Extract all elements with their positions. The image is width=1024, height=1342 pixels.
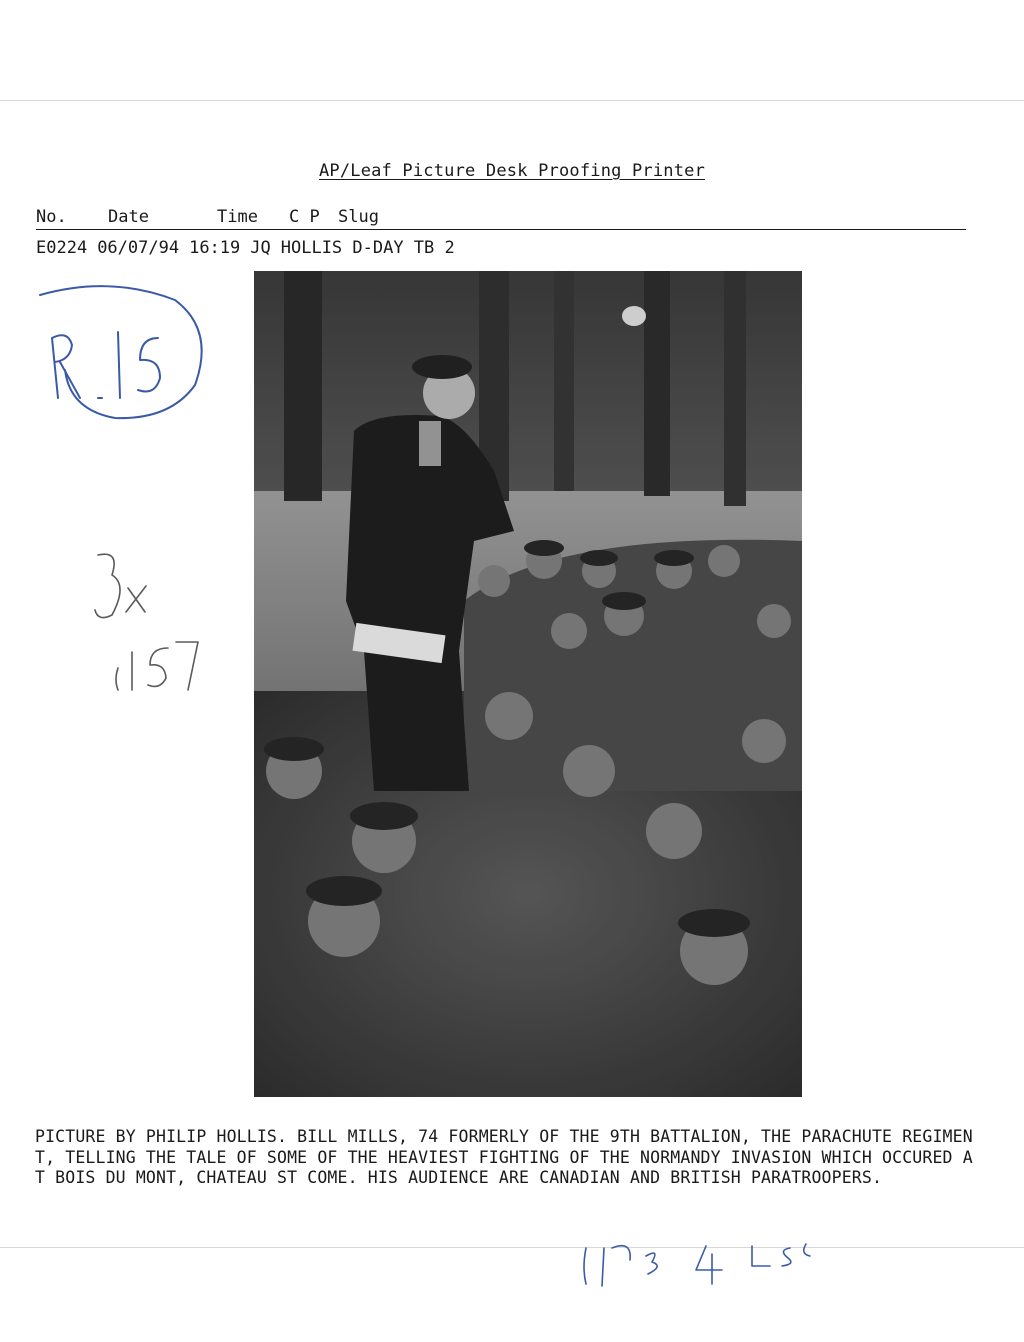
record-date: 06/07/94 [97, 238, 180, 258]
header-row [36, 207, 966, 230]
pen-mark [752, 1246, 770, 1266]
pen-circle [40, 286, 202, 418]
header-cp: C P [289, 207, 320, 227]
news-photograph [254, 271, 802, 1097]
photo-caption: PICTURE BY PHILIP HOLLIS. BILL MILLS, 74 FORMERLY OF THE 9TH BATTALION, THE PARACHUTE REGIMENT, TELLING THE TALE OF SOME OF THE HEAVIEST FIGHTING OF THE NORMANDY INVASION WHICH OCCURED AT BOIS DU MONT, CHATEAU ST COME. HIS AUDIENCE ARE CANADIAN AND BRITISH PARATROOPERS. [35, 1127, 973, 1187]
pen-mark [804, 1244, 810, 1256]
pencil-mark [116, 668, 118, 690]
record-cp: JQ [250, 238, 271, 258]
pencil-mark [148, 648, 168, 686]
pen-mark [602, 1248, 604, 1286]
record-time: 16:19 [189, 238, 241, 258]
scan-edge-bottom [0, 1247, 1024, 1248]
pencil-mark [126, 586, 146, 612]
scan-edge-top [0, 100, 1024, 101]
document-title-text: AP/Leaf Picture Desk Proofing Printer [318, 161, 706, 181]
photo-illustration [254, 271, 802, 1097]
header-date: Date [108, 207, 149, 227]
record-slug: HOLLIS D-DAY TB 2 [280, 238, 455, 258]
pen-mark [646, 1253, 657, 1274]
header-time: Time [217, 207, 258, 227]
record-no: E0224 [36, 238, 88, 258]
pencil-mark [95, 554, 120, 617]
pen-mark [118, 332, 120, 398]
header-no: No. [36, 207, 67, 227]
pen-mark [782, 1248, 791, 1266]
header-slug: Slug [338, 207, 379, 227]
record-row [36, 238, 465, 258]
pen-mark [584, 1248, 586, 1284]
pen-mark [138, 338, 160, 392]
pen-mark [52, 335, 80, 398]
document-title [0, 161, 1024, 181]
grain-overlay [254, 271, 802, 1097]
pen-mark [696, 1246, 722, 1284]
pencil-mark [176, 642, 198, 690]
